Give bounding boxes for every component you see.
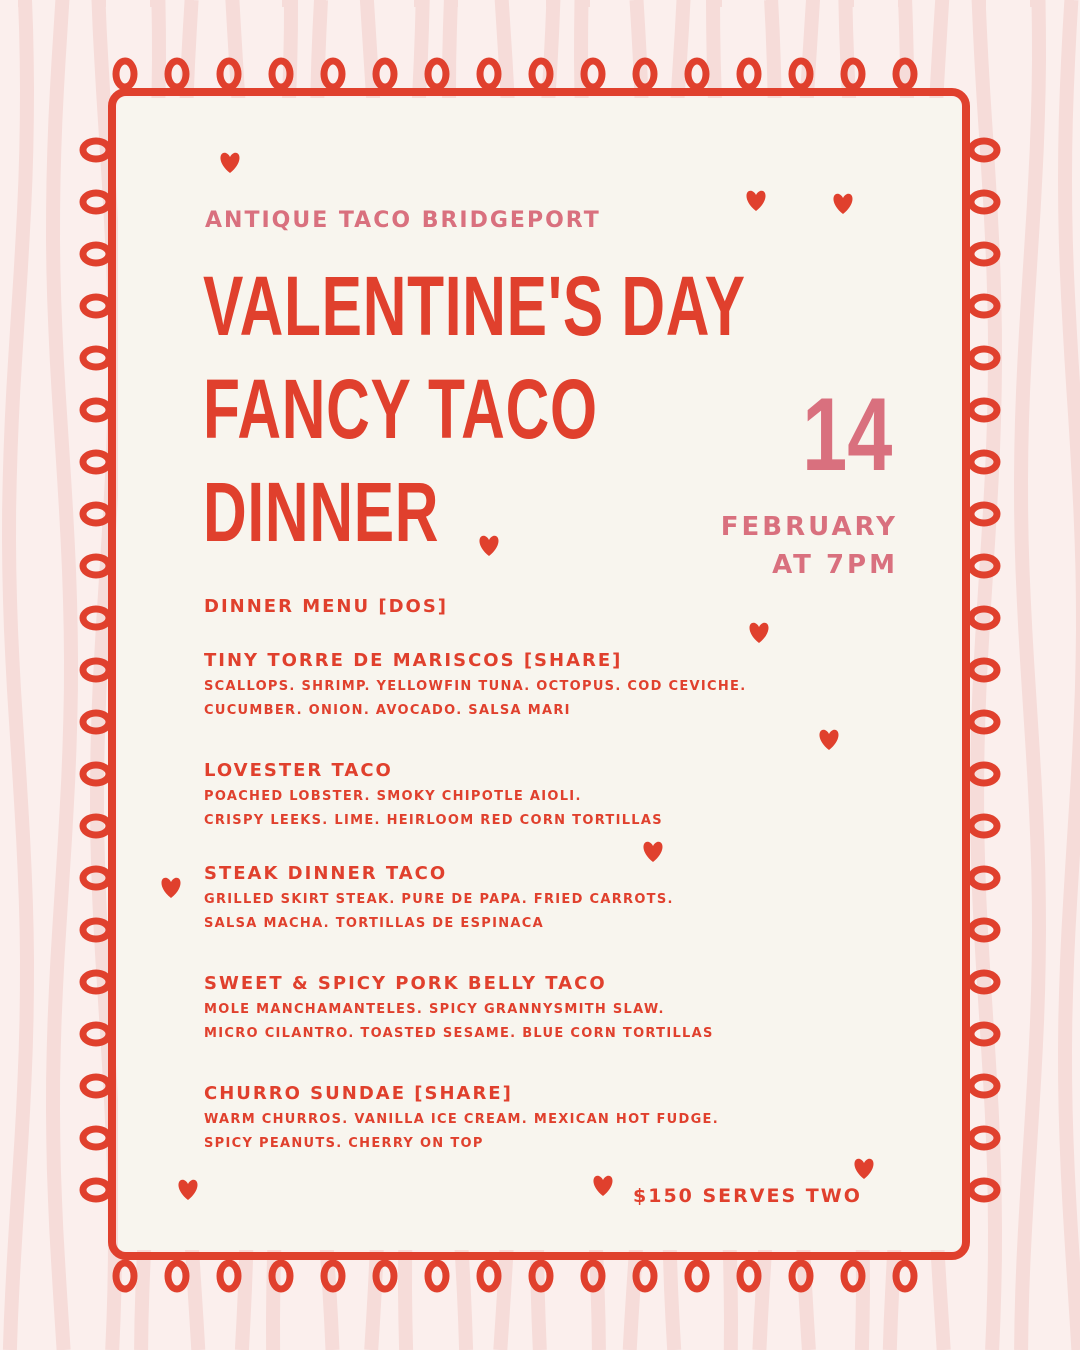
border-loop: [116, 61, 134, 87]
event-month: FEBRUARY: [720, 512, 898, 542]
border-loop: [428, 61, 446, 87]
event-date: [700, 508, 898, 584]
menu-item-desc-line: MICRO CILANTRO. TOASTED SESAME. BLUE CORN TORTILLAS: [204, 1026, 714, 1041]
heart-icon: [828, 188, 858, 218]
menu-item-description: [204, 888, 674, 936]
border-loop: [116, 1263, 134, 1289]
border-loop: [844, 1263, 862, 1289]
border-loop: [220, 61, 238, 87]
border-loop: [83, 1129, 109, 1147]
border-loop: [428, 1263, 446, 1289]
menu-item: [204, 973, 714, 1046]
background-stripe: [53, 0, 71, 1350]
menu-item: [204, 760, 663, 833]
menu-item-description: [204, 1108, 719, 1156]
menu-item-description: [204, 998, 714, 1046]
menu-item-description: [204, 675, 746, 723]
border-loop: [480, 1263, 498, 1289]
menu-item-description: [204, 785, 663, 833]
border-loop: [83, 1181, 109, 1199]
menu-item-desc-line: SCALLOPS. SHRIMP. YELLOWFIN TUNA. OCTOPUS. COD CEVICHE.: [204, 679, 747, 694]
heart-icon: [173, 1174, 203, 1204]
border-loop: [480, 61, 498, 87]
border-loop: [83, 297, 109, 315]
menu-item-desc-line: CRISPY LEEKS. LIME. HEIRLOOM RED CORN TORTILLAS: [204, 813, 663, 828]
border-loop: [740, 1263, 758, 1289]
border-loop: [83, 349, 109, 367]
page-title: [203, 255, 746, 564]
heart-icon: [474, 530, 504, 560]
menu-item-desc-line: SALSA MACHA. TORTILLAS DE ESPINACA: [204, 916, 544, 931]
event-time: AT 7PM: [772, 550, 898, 580]
border-loop: [688, 1263, 706, 1289]
border-loop: [636, 1263, 654, 1289]
heart-icon: [215, 147, 245, 177]
border-loop: [83, 245, 109, 263]
menu-item: [204, 863, 674, 936]
menu-item-desc-line: SPICY PEANUTS. CHERRY ON TOP: [204, 1136, 484, 1151]
border-loop: [168, 61, 186, 87]
border-loop: [584, 61, 602, 87]
title-line-3: DINNER: [203, 465, 440, 559]
menu-item-desc-line: CUCUMBER. ONION. AVOCADO. SALSA MARI: [204, 703, 571, 718]
menu-item-desc-line: GRILLED SKIRT STEAK. PURE DE PAPA. FRIED CARROTS.: [204, 892, 674, 907]
background-stripe: [9, 0, 27, 1350]
heart-icon: [588, 1170, 618, 1200]
background-stripe: [1021, 0, 1039, 1350]
menu-item-desc-line: MOLE MANCHAMANTELES. SPICY GRANNYSMITH SLAW.: [204, 1002, 665, 1017]
menu-item-name: STEAK DINNER TACO: [204, 863, 448, 884]
border-loop: [272, 61, 290, 87]
menu-item-name: TINY TORRE DE MARISCOS [SHARE]: [204, 650, 623, 671]
border-loop: [168, 1263, 186, 1289]
border-loop: [740, 61, 758, 87]
border-loop: [324, 61, 342, 87]
menu-item-desc-line: WARM CHURROS. VANILLA ICE CREAM. MEXICAN HOT FUDGE.: [204, 1112, 719, 1127]
border-loop: [376, 61, 394, 87]
heart-icon: [156, 872, 186, 902]
title-line-2: FANCY TACO: [203, 362, 598, 456]
menu-item-desc-line: POACHED LOBSTER. SMOKY CHIPOTLE AIOLI.: [204, 789, 582, 804]
menu-item: [204, 1083, 719, 1156]
menu-heading: DINNER MENU [DOS]: [204, 596, 449, 617]
heart-icon: [741, 185, 771, 215]
menu-item: [204, 650, 746, 723]
heart-icon: [814, 724, 844, 754]
heart-icon: [744, 617, 774, 647]
heart-icon: [638, 836, 668, 866]
menu-item-name: LOVESTER TACO: [204, 760, 393, 781]
heart-icon: [849, 1153, 879, 1183]
border-loop: [896, 1263, 914, 1289]
venue-name: ANTIQUE TACO BRIDGEPORT: [205, 208, 601, 233]
price-label: $150 SERVES TWO: [633, 1185, 862, 1207]
border-loop: [83, 453, 109, 471]
border-loop: [272, 1263, 290, 1289]
menu-item-name: SWEET & SPICY PORK BELLY TACO: [204, 973, 607, 994]
menu-item-name: CHURRO SUNDAE [SHARE]: [204, 1083, 513, 1104]
title-line-1: VALENTINE'S DAY: [203, 259, 746, 353]
border-loop: [376, 1263, 394, 1289]
border-loop: [688, 61, 706, 87]
background-stripe: [1065, 0, 1080, 1350]
border-loop: [532, 61, 550, 87]
border-loop: [220, 1263, 238, 1289]
border-loop: [83, 401, 109, 419]
event-day: 14: [802, 377, 893, 493]
